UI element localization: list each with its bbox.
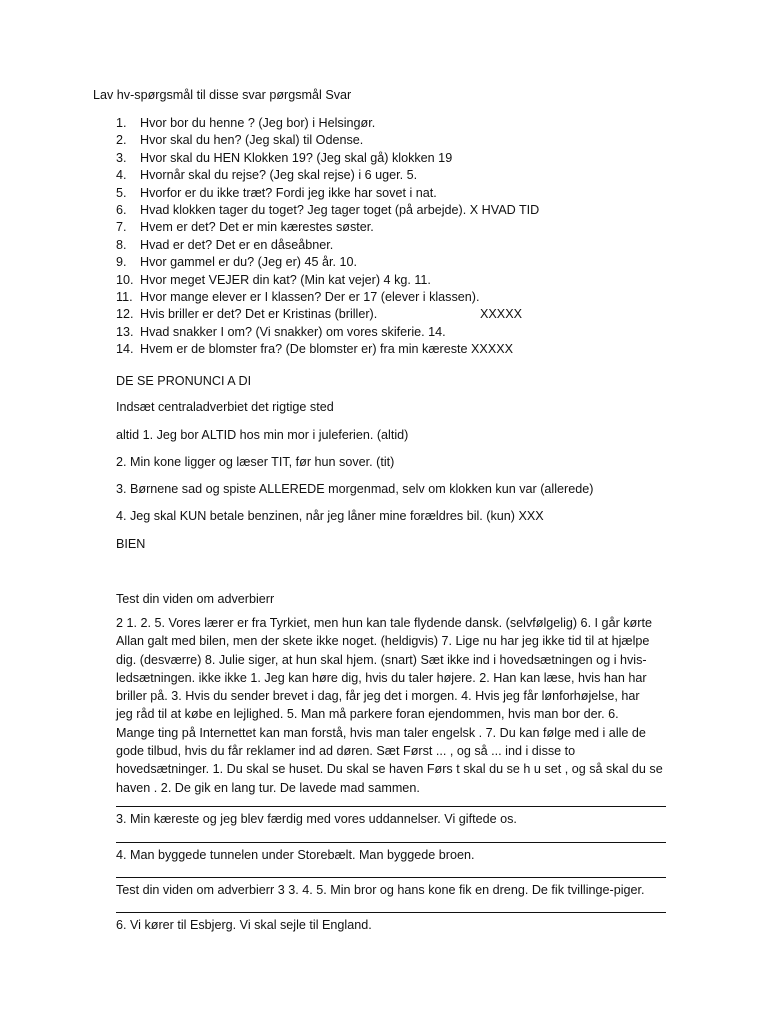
sentence-3: 3. Børnene sad og spiste ALLEREDE morgenmad, selv om klokken kun var (allerede) (116, 482, 594, 496)
list-item: 2. Hvor skal du hen? (Jeg skal) til Odense. (116, 133, 364, 148)
question-list (116, 115, 539, 359)
paragraph-line: gode tilbud, hvis du får reklamer ind ad døren. Sæt Først ... , og så ... ind i disse to (116, 744, 576, 759)
exercise-6: 6. Vi kører til Esbjerg. Vi skal sejle til England. (116, 918, 372, 932)
list-item: 1. Hvor bor du henne ? (Jeg bor) i Helsingør. (116, 116, 376, 130)
paragraph-line: 2 1. 2. 5. Vores lærer er fra Tyrkiet, men hun kan tale flydende dansk. (selvfølgelig) 6. I går kørte (116, 616, 652, 630)
paragraph-line: ledsætningen. ikke ikke 1. Jeg kan høre dig, hvis du taler højere. 2. Han kan læse, hvis han har (116, 670, 647, 685)
test-paragraph (116, 614, 676, 797)
list-item: 9. Hvor gammel er du? (Jeg er) 45 år. 10. (116, 255, 357, 270)
list-item: 3. Hvor skal du HEN Klokken 19? (Jeg skal gå) klokken 19 (116, 150, 453, 165)
paragraph-line: briller på. 3. Hvis du sender brevet i dag, får jeg det i morgen. 4. Hvis jeg får lønforhøjelse, har (116, 689, 640, 704)
test-heading: Test din viden om adverbierr (116, 592, 275, 606)
list-item: 4. Hvornår skal du rejse? (Jeg skal rejse) i 6 uger. 5. (116, 168, 418, 183)
paragraph-line: hovedsætninger. 1. Du skal se huset. Du skal se haven Førs t skal du se h u set , og så skal du se (116, 762, 663, 777)
list-item: 12. Hvis briller er det? Det er Kristinas (briller). XXXXX (116, 306, 539, 323)
paragraph-line: Mange ting på Internettet kan man forstå, hvis man taler engelsk . 7. Du kan følge med i alle de (116, 725, 646, 740)
list-item: 6. Hvad klokken tager du toget? Jeg tager toget (på arbejde). X HVAD TID (116, 203, 540, 218)
list-item: 7. Hvem er det? Det er min kærestes søster. (116, 220, 374, 235)
instruction-text: Indsæt centraladverbiet det rigtige sted (116, 400, 334, 414)
paragraph-line: haven . 2. De gik en lang tur. De lavede mad sammen. (116, 780, 420, 795)
answer-line (116, 842, 666, 843)
sentence-1: altid 1. Jeg bor ALTID hos min mor i juleferien. (altid) (116, 428, 409, 442)
exercise-3: 3. Min kæreste og jeg blev færdig med vores uddannelser. Vi giftede os. (116, 812, 517, 826)
paragraph-line: jeg råd til at købe en lejlighed. 5. Man må parkere foran ejendommen, hvis man bor der. 6. (116, 707, 619, 722)
exercise-test-5: Test din viden om adverbierr 3 3. 4. 5. Min bror og hans kone fik en dreng. De fik tvillinge-piger. (116, 883, 645, 897)
answer-line (116, 877, 666, 878)
list-item: 8. Hvad er det? Det er en dåseåbner. (116, 237, 334, 252)
answer-line (116, 806, 666, 807)
list-item: 14. Hvem er de blomster fra? (De blomster er) fra min kæreste XXXXX (116, 342, 514, 357)
answer-line (116, 912, 666, 913)
exercise-4: 4. Man byggede tunnelen under Storebælt. Man byggede broen. (116, 848, 475, 862)
list-item: 13. Hvad snakker I om? (Vi snakker) om vores skiferie. 14. (116, 324, 446, 339)
list-item: 11. Hvor mange elever er I klassen? Der er 17 (elever i klassen). (116, 290, 480, 305)
list-item: 5. Hvorfor er du ikke træt? Fordi jeg ikke har sovet i nat. (116, 185, 437, 200)
question-mark-xxxxx: XXXXX (480, 307, 522, 322)
section-heading: DE SE PRONUNCI A DI (116, 374, 252, 388)
paragraph-line: dig. (desværre) 8. Julie siger, at hun skal hjem. (snart) Sæt ikke ind i hovedsætningen og i hvis- (116, 652, 647, 667)
page-title: Lav hv-spørgsmål til disse svar pørgsmål Svar (93, 88, 352, 102)
bien-label: BIEN (116, 537, 146, 551)
paragraph-line: Allan galt med bilen, men der skete ikke noget. (heldigvis) 7. Lige nu har jeg ikke tid til at hjælpe (116, 634, 650, 649)
sentence-2: 2. Min kone ligger og læser TIT, før hun sover. (tit) (116, 455, 395, 469)
list-item: 10. Hvor meget VEJER din kat? (Min kat vejer) 4 kg. 11. (116, 272, 431, 287)
sentence-4: 4. Jeg skal KUN betale benzinen, når jeg låner mine forældres bil. (kun) XXX (116, 509, 544, 523)
